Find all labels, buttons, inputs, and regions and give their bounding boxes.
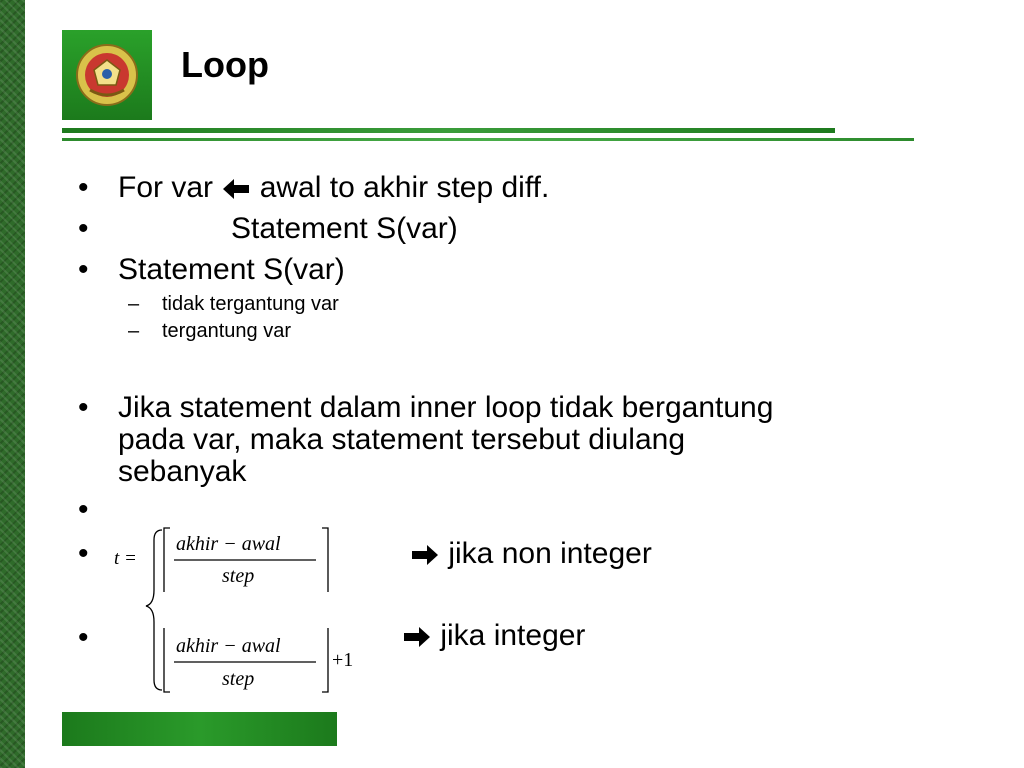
bullet-marker: • [78, 391, 89, 424]
bullet-marker: • [78, 493, 89, 526]
formula-numerator: akhir − awal [176, 533, 281, 555]
iteration-count-formula [110, 520, 370, 700]
bullet-paragraph: Jika statement dalam inner loop tidak bergantung pada var, maka statement tersebut diulang sebanyak [118, 391, 774, 488]
arrow-right-icon [410, 542, 440, 568]
bottom-accent-bar [62, 712, 337, 746]
logo [62, 30, 152, 120]
bullet-for-loop [118, 172, 549, 204]
university-emblem-icon [72, 40, 142, 110]
integer-case [402, 620, 585, 652]
bullet-marker: • [78, 212, 89, 245]
title-divider-bottom [62, 138, 914, 141]
bullet-marker: • [78, 621, 89, 654]
floor-left-bracket [164, 628, 170, 692]
bullet-text-suffix: awal to akhir step diff. [259, 171, 550, 204]
slide-title: Loop [181, 44, 269, 85]
formula-plus-one: +1 [332, 649, 354, 671]
title-divider-top [62, 128, 835, 133]
floor-right-bracket [322, 628, 328, 692]
left-decorative-border [0, 0, 25, 768]
bullet-marker: • [78, 253, 89, 286]
integer-label: jika integer [440, 619, 586, 652]
bullet-statement: Statement S(var) [118, 253, 345, 286]
sub-bullet-marker: – [128, 320, 140, 342]
ceil-left-bracket [164, 528, 170, 592]
ceil-right-bracket [322, 528, 328, 592]
sub-bullet-marker: – [128, 293, 140, 315]
bullet-marker: • [78, 537, 89, 570]
non-integer-label: jika non integer [448, 537, 652, 570]
arrow-left-icon [221, 176, 251, 202]
formula-denominator: step [222, 565, 255, 587]
arrow-right-icon [402, 624, 432, 650]
sub-bullet-dependent: tergantung var [162, 320, 291, 342]
formula-lhs: t = [114, 548, 137, 569]
left-brace [146, 530, 162, 690]
bullet-marker: • [78, 171, 89, 204]
sub-bullet-not-dependent: tidak tergantung var [162, 293, 339, 315]
non-integer-case [410, 538, 652, 570]
bullet-statement-indented: Statement S(var) [231, 212, 458, 245]
formula-numerator: akhir − awal [176, 635, 281, 657]
formula-denominator: step [222, 668, 255, 690]
bullet-text-prefix: For var [118, 171, 214, 204]
